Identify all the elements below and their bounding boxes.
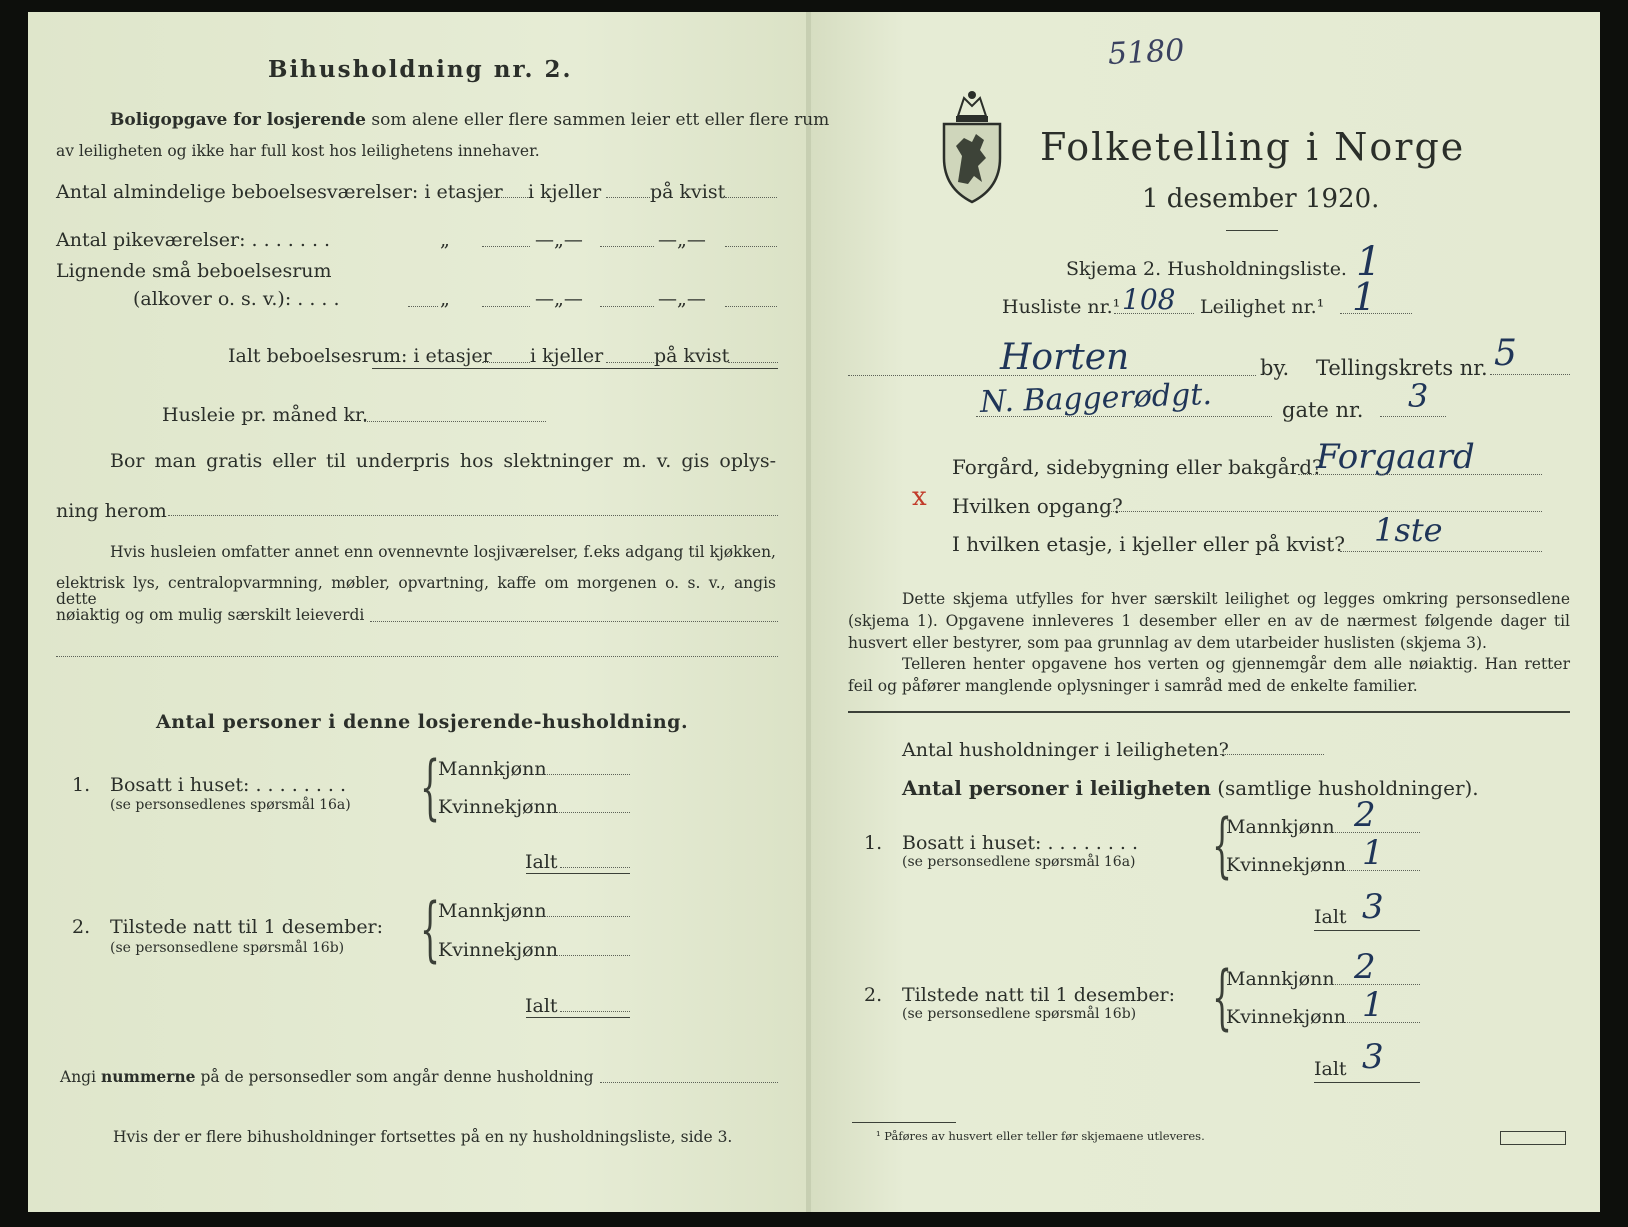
gate-value[interactable]: N. Baggerødgt.	[979, 376, 1213, 421]
left-q1-brace: {	[420, 746, 441, 828]
persons-heading-left: Antal personer i denne losjerende-husholdning.	[156, 711, 689, 733]
right-q1-num: 1.	[864, 832, 883, 854]
right-q1-mann: Mannkjønn	[1226, 816, 1335, 838]
gate-label: gate nr.	[1282, 398, 1364, 422]
husleie-label: Husleie pr. måned kr.	[162, 404, 369, 426]
left-title: Bihusholdning nr. 2.	[268, 56, 573, 83]
note-line-3: nøiaktig og om mulig særskilt leieverdi	[56, 606, 365, 624]
pike-kvist-field[interactable]	[725, 246, 777, 247]
left-q2-ialt-underline	[526, 1017, 630, 1018]
persons-rest: (samtlige husholdninger).	[1217, 776, 1479, 800]
rooms-label: Antal almindelige beboelsesværelser: i etasjer	[56, 181, 503, 203]
left-q2-mann-field[interactable]	[540, 916, 630, 917]
rooms-kjeller-field[interactable]	[606, 197, 650, 198]
stamp-number: 5180	[1107, 33, 1186, 72]
right-q2-ialt-value[interactable]: 3	[1362, 1037, 1384, 1077]
gate-nr-value[interactable]: 3	[1408, 377, 1429, 415]
left-q1-label: Bosatt i huset: . . . . . . . .	[110, 774, 347, 796]
opgang-mark: x	[912, 482, 927, 512]
forgaard-field[interactable]	[1298, 474, 1542, 475]
leieverdi-field[interactable]	[370, 621, 778, 622]
instr-line-2: (skjema 1). Opgavene innleveres 1 desember eller en av de nærmest følgende dager til	[848, 612, 1570, 630]
left-q1-mann-field[interactable]	[540, 774, 630, 775]
ialt-kvist-label: på kvist	[654, 345, 730, 367]
angi-bold: nummerne	[101, 1067, 196, 1086]
right-q2-kvinne: Kvinnekjønn	[1226, 1006, 1347, 1028]
right-q2-ialt-underline	[1314, 1082, 1420, 1083]
rooms-kvist-field[interactable]	[725, 197, 777, 198]
pike-label: Antal pikeværelser: . . . . . . .	[56, 229, 331, 251]
by-field[interactable]	[848, 375, 1256, 376]
note-line-2: elektrisk lys, centralopvarmning, møbler, opvartning, kaffe om morgenen o. s. v., angis dette	[56, 574, 776, 608]
small-kvist-field[interactable]	[725, 306, 777, 307]
right-q2-label: Tilstede natt til 1 desember:	[902, 984, 1176, 1006]
note-line-1: Hvis husleien omfatter annet enn ovennevnte losjiværelser, f.eks adgang til kjøkken,	[110, 543, 776, 561]
left-q1-ialt: Ialt	[525, 851, 558, 873]
instr-line-1: Dette skjema utfylles for hver særskilt leilighet og legges omkring personsedlene	[902, 590, 1570, 608]
pike-ditto: „	[440, 229, 450, 251]
right-q1-kvinne-field[interactable]	[1340, 870, 1420, 871]
left-q2-label: Tilstede natt til 1 desember:	[110, 916, 384, 938]
coat-of-arms-icon	[938, 86, 1006, 206]
angi-line	[60, 1069, 594, 1086]
instructions-rule	[848, 711, 1570, 713]
footnote: ¹ Påføres av husvert eller teller før skjemaene utleveres.	[876, 1129, 1205, 1143]
left-q1-ialt-field[interactable]	[560, 867, 630, 868]
right-q2-kvinne-field[interactable]	[1340, 1022, 1420, 1023]
left-q2-sub: (se personsedlene spørsmål 16b)	[110, 940, 345, 956]
intro-line-1	[110, 112, 829, 129]
rooms-kvist-label: på kvist	[650, 181, 726, 203]
husholdninger-label: Antal husholdninger i leiligheten?	[902, 739, 1229, 761]
footnote-rule	[852, 1122, 956, 1123]
small-rooms-lead	[408, 306, 438, 307]
intro-rest: som alene eller flere sammen leier ett eller flere rum	[371, 110, 830, 130]
right-q2-mann: Mannkjønn	[1226, 968, 1335, 990]
forgaard-label: Forgård, sidebygning eller bakgård?	[952, 455, 1323, 479]
gratis-field[interactable]	[168, 515, 778, 516]
krets-label: Tellingskrets nr.	[1316, 356, 1488, 380]
gratis-line-2: ning herom	[56, 500, 167, 522]
husleie-field[interactable]	[364, 421, 546, 422]
right-q2-num: 2.	[864, 984, 883, 1006]
angi-pre: Angi	[60, 1068, 97, 1086]
left-footer: Hvis der er flere bihusholdninger fortsettes på en ny husholdningsliste, side 3.	[113, 1128, 733, 1146]
right-q2-ialt: Ialt	[1314, 1058, 1347, 1080]
angi-rest: på de personsedler som angår denne husholdning	[200, 1068, 594, 1086]
gate-nr-field[interactable]	[1380, 416, 1446, 417]
husliste-value[interactable]: 108	[1122, 283, 1176, 316]
rooms-etasjer-field[interactable]	[480, 197, 528, 198]
left-q2-brace: {	[420, 888, 441, 970]
small-ditto: „	[440, 288, 450, 310]
opgang-label: Hvilken opgang?	[952, 494, 1123, 518]
skjema-value[interactable]: 1	[1356, 239, 1382, 285]
ialt-rooms-underline	[372, 368, 778, 369]
left-q1-kvinne: Kvinnekjønn	[438, 796, 559, 818]
persons-heading-right	[902, 778, 1479, 798]
pike-kjeller-field[interactable]	[600, 246, 654, 247]
right-q1-kvinne-value[interactable]: 1	[1362, 833, 1384, 873]
left-q1-num: 1.	[72, 774, 91, 796]
left-q1-mann: Mannkjønn	[438, 758, 547, 780]
persons-bold: Antal personer i leiligheten	[902, 776, 1211, 800]
right-q1-kvinne: Kvinnekjønn	[1226, 854, 1347, 876]
instr-line-3: husvert eller bestyrer, som paa grunnlag av dem utarbeider huslisten (skjema 3).	[848, 634, 1487, 652]
ialt-rooms-label: Ialt beboelsesrum: i etasjer	[228, 345, 492, 367]
right-q1-ialt: Ialt	[1314, 906, 1347, 928]
title-rule	[1226, 230, 1278, 231]
left-q2-mann: Mannkjønn	[438, 900, 547, 922]
small-kjeller-field[interactable]	[600, 306, 654, 307]
right-q1-brace: {	[1212, 804, 1233, 886]
etasje-field[interactable]	[1340, 551, 1542, 552]
leilighet-field[interactable]	[1340, 313, 1412, 314]
right-q1-ialt-value[interactable]: 3	[1362, 887, 1384, 927]
krets-field[interactable]	[1490, 374, 1570, 375]
by-label: by.	[1260, 356, 1290, 380]
husliste-field[interactable]	[1114, 313, 1194, 314]
instr-line-4: Telleren henter opgavene hos verten og gjennemgår dem alle nøiaktig. Han retter	[902, 655, 1570, 673]
small-rooms-label-2: (alkover o. s. v.): . . . .	[133, 288, 340, 310]
intro-line-2: av leiligheten og ikke har full kost hos leilighetens innehaver.	[56, 142, 540, 160]
husholdninger-field[interactable]	[1220, 754, 1324, 755]
krets-value[interactable]: 5	[1494, 333, 1517, 374]
ialt-kjeller-field[interactable]	[606, 362, 654, 363]
ialt-kjeller-label: i kjeller	[530, 345, 604, 367]
right-title: Folketelling i Norge	[1040, 125, 1466, 169]
left-q2-kvinne: Kvinnekjønn	[438, 939, 559, 961]
leilighet-label: Leilighet nr.¹	[1200, 296, 1325, 318]
pike-etasjer-field[interactable]	[482, 246, 530, 247]
gate-field[interactable]	[976, 416, 1272, 417]
ialt-kvist-field[interactable]	[728, 362, 778, 363]
opgang-field[interactable]	[1106, 511, 1542, 512]
pike-ditto-2: —„—	[535, 229, 583, 251]
left-q2-ialt: Ialt	[525, 995, 558, 1017]
right-q2-kvinne-value[interactable]: 1	[1362, 985, 1384, 1025]
gratis-line-1: Bor man gratis eller til underpris hos slektninger m. v. gis oplys-	[110, 450, 776, 472]
right-q2-brace: {	[1212, 956, 1233, 1038]
ialt-etasjer-field[interactable]	[482, 362, 530, 363]
right-q1-ialt-underline	[1314, 930, 1420, 931]
printer-mark	[1500, 1131, 1566, 1145]
pike-ditto-3: —„—	[658, 229, 706, 251]
small-rooms-label-1: Lignende små beboelsesrum	[56, 260, 332, 282]
left-q2-kvinne-field[interactable]	[552, 955, 630, 956]
small-etasjer-field[interactable]	[482, 306, 530, 307]
small-ditto-2: —„—	[535, 288, 583, 310]
intro-bold: Boligopgave for losjerende	[110, 110, 366, 130]
rooms-kjeller-label: i kjeller	[528, 181, 602, 203]
angi-field[interactable]	[600, 1082, 778, 1083]
etasje-label: I hvilken etasje, i kjeller eller på kvist?	[952, 532, 1345, 556]
right-q2-sub: (se personsedlene spørsmål 16b)	[902, 1006, 1137, 1022]
skjema-label: Skjema 2. Husholdningsliste.	[1066, 258, 1347, 280]
right-q1-label: Bosatt i huset: . . . . . . . .	[902, 832, 1139, 854]
small-ditto-3: —„—	[658, 288, 706, 310]
left-q2-ialt-field[interactable]	[560, 1011, 630, 1012]
left-q2-num: 2.	[72, 916, 91, 938]
right-q1-sub: (se personsedlene spørsmål 16a)	[902, 854, 1136, 870]
left-q1-kvinne-field[interactable]	[552, 812, 630, 813]
etasje-value[interactable]: 1ste	[1374, 511, 1443, 549]
leieverdi-field-2[interactable]	[56, 656, 778, 657]
page-fold	[806, 12, 811, 1212]
right-date: 1 desember 1920.	[1142, 184, 1380, 214]
husliste-label: Husliste nr.¹	[1002, 296, 1121, 318]
by-value[interactable]: Horten	[1000, 337, 1130, 378]
right-q1-mann-value[interactable]: 2	[1354, 795, 1376, 835]
left-q1-sub: (se personsedlenes spørsmål 16a)	[110, 797, 351, 813]
forgaard-value[interactable]: Forgaard	[1316, 437, 1475, 477]
leilighet-value[interactable]: 1	[1352, 275, 1377, 319]
left-q1-ialt-underline	[526, 873, 630, 874]
right-q2-mann-value[interactable]: 2	[1354, 947, 1376, 987]
instr-line-5: feil og påfører manglende oplysninger i samråd med de enkelte familier.	[848, 677, 1418, 695]
